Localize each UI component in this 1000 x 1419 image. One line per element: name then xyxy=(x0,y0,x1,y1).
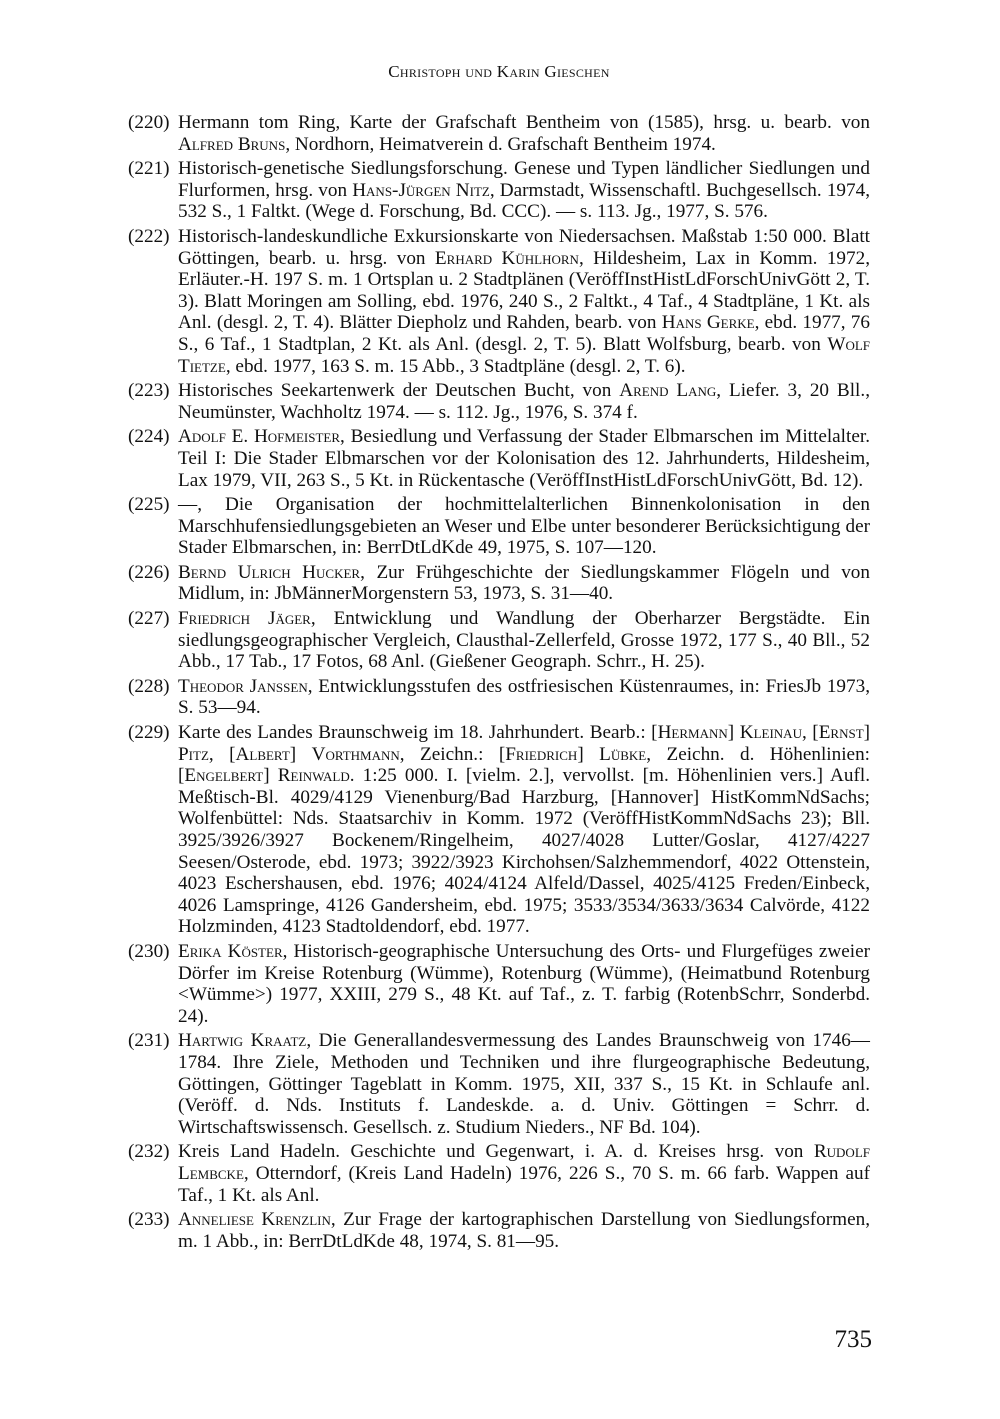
entry-text: , Nordhorn, Heimatverein d. Grafschaft Bentheim 1974. xyxy=(285,133,716,155)
entry-text: , Zur Frage der kartographischen Darstellung von Siedlungsformen, m. 1 Abb., in: BerrDtLdKde 48, 1974, S. 81—95. xyxy=(178,1209,870,1252)
author-name: Erhard Kühlhorn xyxy=(434,247,579,269)
bibliography-entry xyxy=(128,112,870,155)
entry-number: (221) xyxy=(128,158,170,180)
entry-text: Historisch-landeskundliche Exkursionskarte von Niedersachsen. Maßstab 1:50 000. Blatt Göttingen, bearb. u. hrsg. von xyxy=(178,225,870,269)
entry-text: Karte des Landes Braunschweig im 18. Jahrhundert. Bearb.: [ xyxy=(178,722,658,744)
page-number: 735 xyxy=(834,1326,872,1353)
bibliography-entry xyxy=(128,426,870,491)
entry-text: , ebd. 1977, 76 S., 6 Taf., 1 Stadtplan, 2 Kt. als Anl. (desgl. 2, T. 5). Blatt Wolfsburg, bearb. von xyxy=(178,312,870,355)
entry-number: (230) xyxy=(128,940,170,962)
bibliography-entry xyxy=(128,941,870,1027)
entry-text: ] xyxy=(577,743,600,765)
bibliography-entry xyxy=(128,1209,870,1252)
bibliography-list xyxy=(128,112,870,1255)
bibliography-entry xyxy=(128,722,870,938)
author-name: Friedrich xyxy=(505,743,578,765)
entry-text: , [ xyxy=(208,743,236,765)
entry-text: , Zur Frühgeschichte der Siedlungskammer Flögeln und von Midlum, in: JbMännerMorgenstern 53, 1973, S. 31—40. xyxy=(178,561,870,605)
entry-number: (226) xyxy=(128,561,170,583)
author-name: Friedrich Jäger xyxy=(178,608,311,630)
author-name: Lübke xyxy=(599,743,647,765)
entry-number: (229) xyxy=(128,722,170,744)
bibliography-entry xyxy=(128,226,870,377)
author-name: Adolf E. Hofmeister xyxy=(178,426,341,448)
author-name: Arend Lang xyxy=(619,380,717,402)
entry-text: —, Die Organisation der hochmittelalterlichen Binnenkolonisation in den Marschhufensiedlungsgebieten an Weser und Elbe unter besonderer Berücksichtigung der Stader Elbmarschen, in: BerrDtLdKde 49, 1975, S. 107—120. xyxy=(178,494,870,559)
entry-text: , Hildesheim, Lax in Komm. 1972, Erläuter.-H. 197 S. m. 1 Ortsplan u. 2 Stadtplänen (VeröffInstHistLdForschUnivGött 2, T. 3). Blatt Moringen am Solling, ebd. 1976, 240 S., 2 Faltkt., 4 Taf., 4 Stadtpläne, 1 Kt. als Anl. (desgl. 2, T. 4). Blätter Diepholz und Rahden, bearb. von xyxy=(178,247,870,334)
author-name: Engelbert xyxy=(184,765,264,787)
author-name: Pitz xyxy=(178,743,209,765)
entry-text: , Darmstadt, Wissenschaftl. Buchgesellsch. 1974, 532 S., 1 Faltkt. (Wege d. Forschung, Bd. CCC). — s. 113. Jg., 1977, S. 576. xyxy=(178,179,870,223)
running-head: Christoph und Karin Gieschen xyxy=(388,62,610,81)
author-name: Reinwald xyxy=(277,765,350,787)
entry-number: (231) xyxy=(128,1030,170,1052)
entry-text: Hermann tom Ring, Karte der Grafschaft Bentheim von (1585), hrsg. u. bearb. von xyxy=(178,112,870,133)
bibliography-entry xyxy=(128,494,870,559)
author-name: Ernst xyxy=(818,722,864,744)
entry-number: (225) xyxy=(128,494,170,516)
entry-text: , Zeichn. d. Höhenlinien: [ xyxy=(178,743,870,787)
author-name: Wolf Tietze xyxy=(178,333,870,377)
bibliography-entry xyxy=(128,676,870,719)
author-name: Erika Köster xyxy=(178,940,283,962)
author-name: Hans-Jürgen Nitz xyxy=(352,179,490,201)
author-name: Bernd Ulrich Hucker xyxy=(178,561,361,583)
entry-text: ] xyxy=(863,722,871,744)
entry-number: (220) xyxy=(128,112,170,133)
entry-number: (227) xyxy=(128,608,170,630)
bibliography-entry xyxy=(128,562,870,605)
entry-number: (228) xyxy=(128,675,170,697)
entry-text: Kreis Land Hadeln. Geschichte und Gegenwart, i. A. d. Kreises hrsg. von xyxy=(178,1141,814,1163)
author-name: Kleinau xyxy=(739,722,802,744)
entry-number: (223) xyxy=(128,380,170,402)
author-name: Anneliese Krenzlin xyxy=(178,1209,331,1231)
author-name: Alfred Bruns xyxy=(178,133,286,155)
bibliography-entry xyxy=(128,380,870,423)
author-name: Hermann xyxy=(657,722,728,744)
bibliography-entry xyxy=(128,158,870,223)
entry-text: , Entwicklung und Wandlung der Oberharzer Bergstädte. Ein siedlungsgeographischer Vergleich, Clausthal-Zellerfeld, Grosse 1972, 177 S., 40 Bll., 52 Abb., 17 Tab., 17 Fotos, 68 Anl. (Gießener Geograph. Schrr., H. 25). xyxy=(178,608,870,673)
author-name: Albert xyxy=(235,743,290,765)
entry-text: Historisch-genetische Siedlungsforschung. Genese und Typen ländlicher Siedlungen und Flurformen, hrsg. von xyxy=(178,158,870,201)
entry-number: (222) xyxy=(128,225,170,247)
bibliography-entry xyxy=(128,1030,870,1138)
entry-text: ] xyxy=(727,722,740,744)
entry-text: Historisches Seekartenwerk der Deutschen Bucht, von xyxy=(178,380,620,402)
entry-text: , Zeichn.: [ xyxy=(399,743,506,765)
entry-text: , [ xyxy=(801,722,819,744)
entry-text: . 1:25 000. I. [vielm. 2.], vervollst. [m. Höhenlinien vers.] Aufl. Meßtisch-Bl. 4029/4129 Vienenburg/Bad Harzburg, [Hannover] HistKommNdSachs; Wolfenbüttel: Nds. Staatsarchiv in Komm. 1972 (VeröffHistKommNdSachs 23); Bll. 3925/3926/3927 Bockenem/Ringelheim, 4027/4028 Lutter/Goslar, 4127/4227 Seesen/Osterode, ebd. 1973; 3922/3923 Kirchohsen/Salzhemmendorf, 4022 Ottenstein, 4023 Eschershausen, ebd. 1976; 4024/4124 Alfeld/Dassel, 4025/4125 Freden/Einbeck, 4026 Lamspringe, 4126 Gandersheim, ebd. 1975; 3533/3534/3633/3634 Calvörde, 4122 Holzminden, 4123 Stadtoldendorf, ebd. 1977. xyxy=(178,765,871,938)
entry-text: , Besiedlung und Verfassung der Stader Elbmarschen im Mittelalter. Teil I: Die Stader Elbmarschen vor der Kolonisation des 12. Jahrhunderts, Hildesheim, Lax 1979, VII, 263 S., 5 Kt. in Rückentasche (VeröffInstHistLdForschUnivGött, Bd. 12). xyxy=(178,426,870,491)
author-name: Theodor Janssen xyxy=(178,675,308,697)
author-name: Hans Gerke xyxy=(661,312,755,334)
entry-number: (232) xyxy=(128,1141,170,1163)
entry-number: (224) xyxy=(128,426,170,448)
entry-text: , Liefer. 3, 20 Bll., Neumünster, Wachholtz 1974. — s. 112. Jg., 1976, S. 374 f. xyxy=(178,380,870,423)
entry-text: ] xyxy=(289,743,312,765)
author-name: Vorthmann xyxy=(311,743,400,765)
bibliography-entry xyxy=(128,608,870,673)
entry-number: (233) xyxy=(128,1209,170,1231)
entry-text: ] xyxy=(263,765,278,787)
entry-text: , Otterndorf, (Kreis Land Hadeln) 1976, 226 S., 70 S. m. 66 farb. Wappen auf Taf., 1 Kt. als Anl. xyxy=(178,1162,870,1206)
author-name: Hartwig Kraatz xyxy=(178,1030,307,1052)
entry-text: , ebd. 1977, 163 S. m. 15 Abb., 3 Stadtpläne (desgl. 2, T. 6). xyxy=(225,355,686,377)
entry-text: , Historisch-geographische Untersuchung des Orts- und Flurgefüges zweier Dörfer im Kreise Rotenburg (Wümme), Rotenburg (Wümme), (Heimatbund Rotenburg <Wümme>) 1977, XXIII, 279 S., 48 Kt. auf Taf., z. T. farbig (RotenbSchrr, Sonderbd. 24). xyxy=(178,940,870,1027)
author-name: Rudolf Lembcke xyxy=(178,1141,870,1184)
entry-text: , Die Generallandesvermessung des Landes Braunschweig von 1746—1784. Ihre Ziele, Methoden und Techniken und ihre flurgeographische Bedeutung, Göttingen, Göttinger Tageblatt in Komm. 1975, XII, 337 S., 15 Kt. in Schlaufe anl. (Veröff. d. Nds. Instituts f. Landeskde. a. d. Univ. Göttingen = Schrr. d. Wirtschaftswissensch. Gesellsch. z. Studium Nieders., NF Bd. 104). xyxy=(178,1030,870,1138)
entry-text: , Entwicklungsstufen des ostfriesischen Küstenraumes, in: FriesJb 1973, S. 53—94. xyxy=(178,675,870,719)
bibliography-entry xyxy=(128,1141,870,1206)
